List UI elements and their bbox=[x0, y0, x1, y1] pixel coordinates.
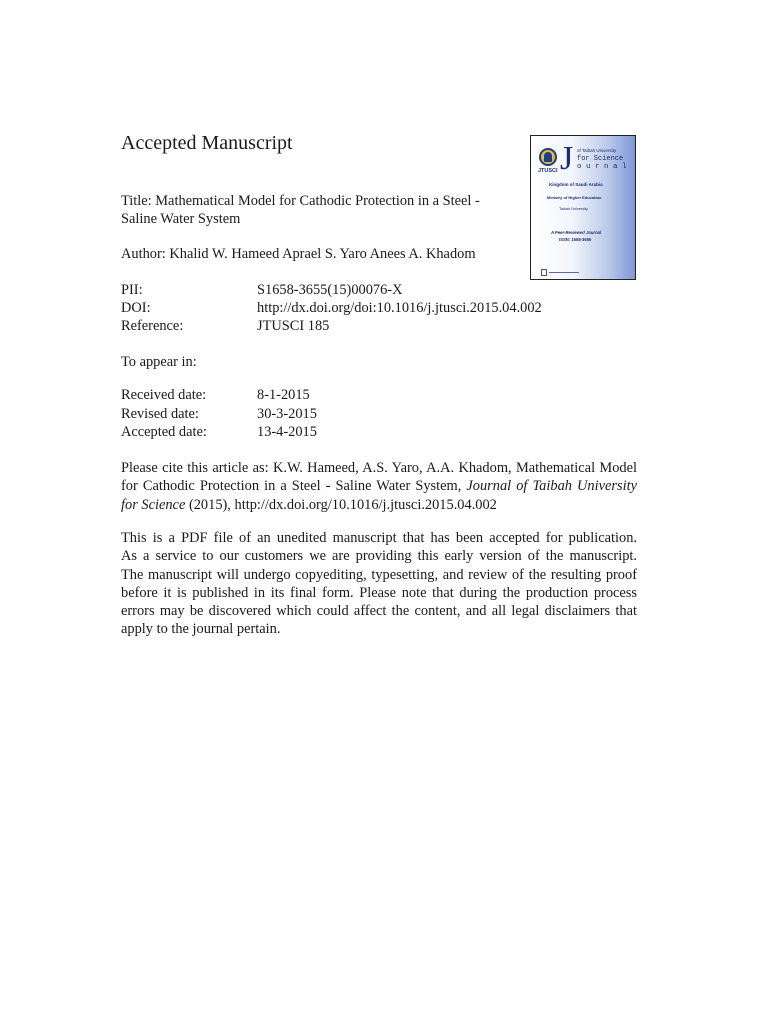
received-date-label: Received date: bbox=[121, 387, 207, 403]
revised-date-label: Revised date: bbox=[121, 406, 199, 422]
cover-issn: ISSN: 1658-3655 bbox=[559, 237, 592, 242]
journal-cover-image bbox=[530, 135, 636, 280]
pii-label: PII: bbox=[121, 282, 143, 298]
disclaimer-line-6: apply to the journal pertain. bbox=[121, 621, 281, 638]
citation-line-3-text: (2015), http://dx.doi.org/10.1016/j.jtusci.2015.04.002 bbox=[185, 496, 497, 513]
cover-for-science: for Science bbox=[577, 155, 624, 163]
received-date-value: 8-1-2015 bbox=[257, 387, 310, 403]
cover-journal-word: o u r n a l bbox=[577, 163, 627, 171]
page-heading: Accepted Manuscript bbox=[121, 132, 293, 154]
cover-peer-reviewed: A Peer-Reviewed Journal bbox=[551, 230, 602, 235]
doi-value[interactable]: http://dx.doi.org/doi:10.1016/j.jtusci.2015.04.002 bbox=[257, 300, 542, 316]
disclaimer-line-3: The manuscript will undergo copyediting, typesetting, and review of the resulting proof bbox=[121, 566, 637, 583]
disclaimer-line-1: This is a PDF file of an unedited manuscript that has been accepted for publication. bbox=[121, 530, 637, 546]
cover-university: Taibah University bbox=[559, 207, 588, 211]
title-line-1: Title: Mathematical Model for Cathodic Protection in a Steel - bbox=[121, 193, 480, 209]
accepted-date-label: Accepted date: bbox=[121, 424, 207, 440]
reference-value: JTUSCI 185 bbox=[257, 318, 330, 334]
to-appear-label: To appear in: bbox=[121, 354, 197, 370]
cover-footer-rule bbox=[549, 272, 579, 273]
disclaimer-line-2: As a service to our customers we are providing this early version of the manuscript. bbox=[121, 548, 637, 565]
revised-date-value: 30-3-2015 bbox=[257, 406, 317, 422]
cover-footer-logo bbox=[541, 269, 547, 276]
disclaimer-paragraph bbox=[121, 529, 637, 639]
journal-logo-emblem bbox=[544, 152, 552, 162]
cover-big-letter: J bbox=[560, 140, 574, 177]
accepted-date-value: 13-4-2015 bbox=[257, 424, 317, 440]
cover-of-line: of Taibah University bbox=[577, 148, 617, 153]
doi-label: DOI: bbox=[121, 300, 151, 316]
journal-name-italic: Journal of Taibah University bbox=[466, 478, 637, 495]
disclaimer-line-4: before it is published in its final form. Please note that during the production process bbox=[121, 584, 637, 601]
cover-ministry: Ministry of Higher Education bbox=[547, 195, 602, 200]
title-line-2: Saline Water System bbox=[121, 211, 241, 227]
reference-label: Reference: bbox=[121, 318, 184, 334]
citation-line-3 bbox=[121, 496, 637, 514]
citation-line-2 bbox=[121, 477, 637, 495]
citation-line-1: Please cite this article as: K.W. Hameed, A.S. Yaro, A.A. Khadom, Mathematical Model bbox=[121, 460, 637, 476]
author-line: Author: Khalid W. Hameed Aprael S. Yaro Anees A. Khadom bbox=[121, 246, 476, 262]
cover-logo-text: JTUSCI bbox=[538, 168, 558, 174]
pii-value: S1658-3655(15)00076-X bbox=[257, 282, 403, 298]
journal-name-italic-cont: for Science bbox=[121, 496, 186, 513]
citation-paragraph bbox=[121, 459, 637, 514]
cover-kingdom: Kingdom of Saudi Arabia bbox=[549, 182, 603, 187]
disclaimer-line-5: errors may be discovered which could affect the content, and all legal disclaimers that bbox=[121, 603, 637, 620]
citation-line-2-text: for Cathodic Protection in a Steel - Saline Water System, bbox=[121, 478, 467, 495]
